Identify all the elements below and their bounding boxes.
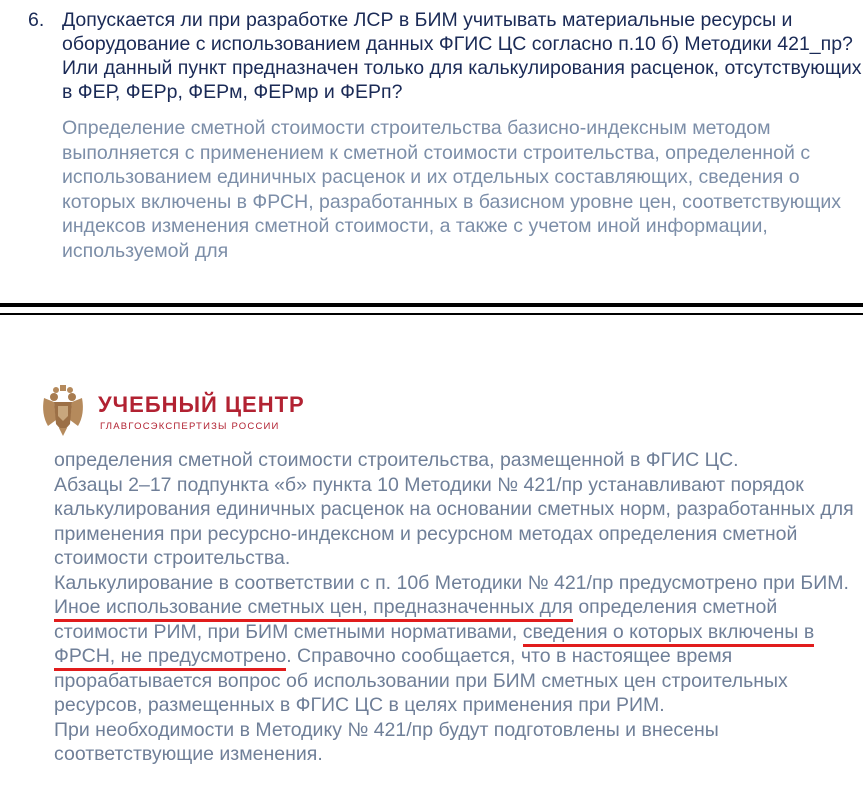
slide-bottom xyxy=(0,316,863,806)
paragraph-3-end: . Справочно сообщается, что в настоящее время прорабатывается вопрос об использовании при БИМ сметных цен строительных ресурсов, размещенных в ФГИС ЦС в целях применения при РИМ. xyxy=(54,645,788,716)
highlighted-phrase-2: сведения о которых включены в ФРСН, не предусмотрено xyxy=(54,621,814,672)
highlighted-phrase-1: Иное использование сметных цен, предназначенных для xyxy=(54,596,573,622)
answer-text-bottom xyxy=(54,448,854,767)
paragraph-3 xyxy=(54,571,854,718)
slide-separator-thick xyxy=(0,303,863,307)
paragraph-1: определения сметной стоимости строительства, размещенной в ФГИС ЦС. xyxy=(54,449,739,471)
slide-separator-thin xyxy=(0,313,863,315)
paragraph-2: Абзацы 2–17 подпункта «б» пункта 10 Методики № 421/пр устанавливают порядок калькулирования единичных расценок на основании сметных норм, разработанных для применения при ресурсно-индексном и ресурсном методах определения сметной стоимости строительства. xyxy=(54,473,854,569)
question-text: Допускается ли при разработке ЛСР в БИМ учитывать материальные ресурсы и оборудование с использованием данных ФГИС ЦС согласно п.10 б) Методики 421_пр? Или данный пункт предназначен только для калькулирования расценок, отсутствующих в ФЕР, ФЕРр, ФЕРм, ФЕРмр и ФЕРп? xyxy=(62,9,862,103)
paragraph-4: При необходимости в Методику № 421/пр будут подготовлены и внесены соответствующие изменения. xyxy=(54,718,719,765)
logo-subtitle: ГЛАВГОСЭКСПЕРТИЗЫ РОССИИ xyxy=(100,421,280,432)
double-headed-eagle-emblem-icon xyxy=(40,384,86,436)
paragraph-3-middle: определения сметной стоимости РИМ, при БИМ сметными нормативами, xyxy=(54,596,778,643)
logo-title: УЧЕБНЫЙ ЦЕНТР xyxy=(98,392,305,417)
answer-text-top: Определение сметной стоимости строительства базисно-индексным методом выполняется с применением к сметной стоимости строительства, определенной с использованием единичных расценок и их отдельных составляющих, сведения о которых включены в ФРСН, разработанных в базисном уровне цен, соответствующих индексов изменения сметной стоимости, а также с учетом иной информации, используемой для xyxy=(62,117,842,262)
paragraph-3-start: Калькулирование в соответствии с п. 10б Методики № 421/пр предусмотрено при БИМ. xyxy=(54,571,849,594)
slide-top xyxy=(0,0,863,290)
logo xyxy=(40,384,320,436)
question-number: 6. xyxy=(28,9,45,31)
